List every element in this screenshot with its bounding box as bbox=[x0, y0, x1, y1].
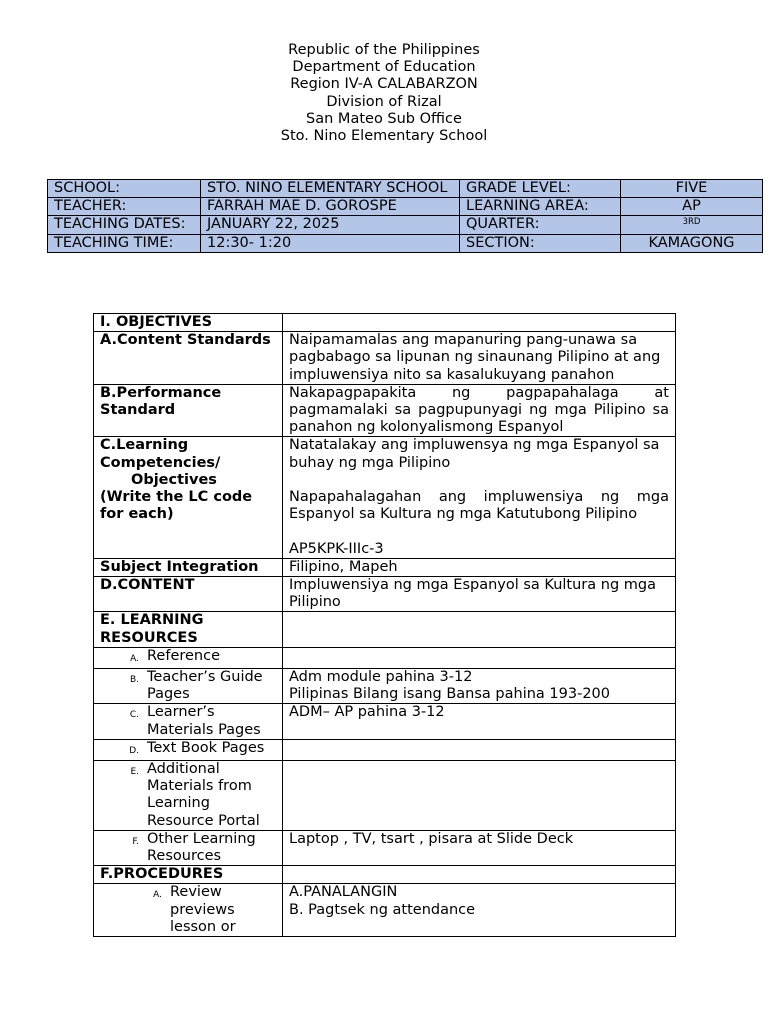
empty-cell bbox=[283, 739, 676, 760]
empty-cell bbox=[283, 761, 676, 831]
table-row bbox=[94, 558, 676, 576]
lc-objective: Natatalakay ang impluwensya ng mga Espanyol sa buhay ng mga Pilipino bbox=[289, 437, 660, 471]
empty-cell bbox=[283, 647, 676, 668]
table-row bbox=[48, 198, 763, 216]
learning-resources-heading: E. LEARNING RESOURCES bbox=[94, 612, 283, 647]
lc-objective: Napapahalagahan ang impluwensiya ng mga Espanyol sa Kultura ng mga Katutubong Pilipino bbox=[289, 489, 669, 523]
resource-label: Additional Materials from Learning Resource Portal bbox=[147, 761, 260, 829]
list-marker: F. bbox=[132, 836, 139, 847]
subject-integration-value: Filipino, Mapeh bbox=[283, 558, 676, 576]
procedures-heading: F.PROCEDURES bbox=[94, 866, 283, 884]
resource-label: Reference bbox=[147, 647, 221, 664]
performance-standard-value: Nakapagpapakita ng pagpapahalaga at pagmamalaki sa pagpupunyagi ng mga Pilipino sa panahon ng kolonyalismong Espanyol bbox=[283, 384, 676, 437]
header-line: Department of Education bbox=[292, 59, 476, 76]
table-row bbox=[94, 314, 676, 332]
learning-competencies-value bbox=[283, 437, 676, 558]
resource-f bbox=[94, 830, 283, 865]
dates-label: TEACHING DATES: bbox=[48, 216, 201, 234]
quarter-cell bbox=[621, 216, 763, 234]
section-value: KAMAGONG bbox=[621, 234, 763, 252]
resource-label: Other Learning Resources bbox=[147, 830, 256, 865]
resource-b bbox=[94, 669, 283, 704]
table-row bbox=[94, 437, 676, 558]
table-row bbox=[94, 739, 676, 760]
subject-integration-label: Subject Integration bbox=[94, 558, 283, 576]
resource-label: Text Book Pages bbox=[147, 739, 265, 756]
table-row bbox=[94, 332, 676, 385]
procedure-a bbox=[94, 884, 283, 937]
objectives-heading: I. OBJECTIVES bbox=[94, 314, 283, 332]
area-value: AP bbox=[621, 198, 763, 216]
empty-cell bbox=[283, 612, 676, 647]
list-marker: A. bbox=[130, 653, 139, 664]
table-row bbox=[48, 216, 763, 234]
lc-label-line: C.Learning Competencies/ bbox=[100, 437, 221, 471]
list-marker: D. bbox=[129, 745, 139, 756]
resource-value-line: Adm module pahina 3-12 bbox=[289, 669, 473, 686]
procedure-value-line: A.PANALANGIN bbox=[289, 884, 398, 901]
empty-cell bbox=[283, 866, 676, 884]
procedure-value-line: B. Pagtsek ng attendance bbox=[289, 901, 476, 918]
header-line: Sto. Nino Elementary School bbox=[280, 128, 488, 145]
table-row bbox=[48, 180, 763, 198]
resource-a bbox=[94, 647, 283, 668]
school-value: STO. NIÑO ELEMENTARY SCHOOL bbox=[201, 180, 460, 198]
grade-label: GRADE LEVEL: bbox=[460, 180, 621, 198]
resource-b-value bbox=[283, 669, 676, 704]
table-row bbox=[94, 830, 676, 865]
performance-standard-label: B.Performance Standard bbox=[94, 384, 283, 437]
resource-c bbox=[94, 704, 283, 739]
time-value: 12:30- 1:20 bbox=[201, 234, 460, 252]
list-marker: C. bbox=[129, 710, 139, 721]
table-row bbox=[94, 669, 676, 704]
table-row bbox=[94, 884, 676, 937]
list-marker: A. bbox=[153, 890, 162, 901]
lc-code: AP5KPK-IIIc-3 bbox=[289, 540, 384, 557]
procedure-a-value bbox=[283, 884, 676, 937]
content-label: D.CONTENT bbox=[94, 577, 283, 612]
table-row bbox=[94, 866, 676, 884]
header-line: Republic of the Philippines bbox=[288, 42, 480, 58]
resource-value-line: Pilipinas Bilang isang Bansa pahina 193-200 bbox=[289, 686, 610, 703]
table-row bbox=[94, 384, 676, 437]
teacher-label: TEACHER: bbox=[48, 198, 201, 216]
resource-label: Teacher’s Guide Pages bbox=[147, 669, 263, 703]
info-table bbox=[47, 179, 763, 253]
lesson-plan-table bbox=[93, 313, 676, 937]
table-row bbox=[94, 612, 676, 647]
procedure-label: Review previews lesson or bbox=[170, 884, 236, 935]
resource-e bbox=[94, 761, 283, 831]
dates-value: JANUARY 22, 2025 bbox=[201, 216, 460, 234]
lc-label-line: (Write the LC code for each) bbox=[100, 489, 253, 523]
list-marker: E. bbox=[130, 767, 139, 778]
area-label: LEARNING AREA: bbox=[460, 198, 621, 216]
resource-label: Learner’s Materials Pages bbox=[147, 704, 261, 738]
header-line: San Mateo Sub Office bbox=[306, 110, 462, 127]
resource-d bbox=[94, 739, 283, 760]
section-label: SECTION: bbox=[460, 234, 621, 252]
empty-cell bbox=[283, 314, 676, 332]
quarter-label: QUARTER: bbox=[460, 216, 621, 234]
resource-f-value: Laptop , TV, tsart , pisara at Slide Deck bbox=[283, 830, 676, 865]
lc-label-line: Objectives bbox=[131, 471, 217, 488]
table-row bbox=[94, 704, 676, 739]
content-standards-value: Naipamamalas ang mapanuring pang-unawa sa pagbabago sa lipunan ng sinaunang Pilipino at ang impluwensiya nito sa kasalukuyang panahon bbox=[283, 332, 676, 385]
table-row bbox=[94, 577, 676, 612]
header-line: Region IV-A CALABARZON bbox=[290, 76, 478, 93]
list-marker: B. bbox=[129, 675, 139, 686]
quarter-value: 3RD bbox=[682, 217, 701, 228]
learning-competencies-label bbox=[94, 437, 283, 558]
header-line: Division of Rizal bbox=[326, 93, 442, 110]
resource-c-value: ADM– AP pahina 3-12 bbox=[283, 704, 676, 739]
grade-value: FIVE bbox=[621, 180, 763, 198]
time-label: TEACHING TIME: bbox=[48, 234, 201, 252]
content-value: Impluwensiya ng mga Espanyol sa Kultura ng mga Pilipino bbox=[283, 577, 676, 612]
table-row bbox=[94, 647, 676, 668]
document-header bbox=[0, 42, 768, 145]
school-label: SCHOOL: bbox=[48, 180, 201, 198]
table-row bbox=[94, 761, 676, 831]
table-row bbox=[48, 234, 763, 252]
teacher-value: FARRAH MAE D. GOROSPE bbox=[201, 198, 460, 216]
content-standards-label: A.Content Standards bbox=[94, 332, 283, 385]
